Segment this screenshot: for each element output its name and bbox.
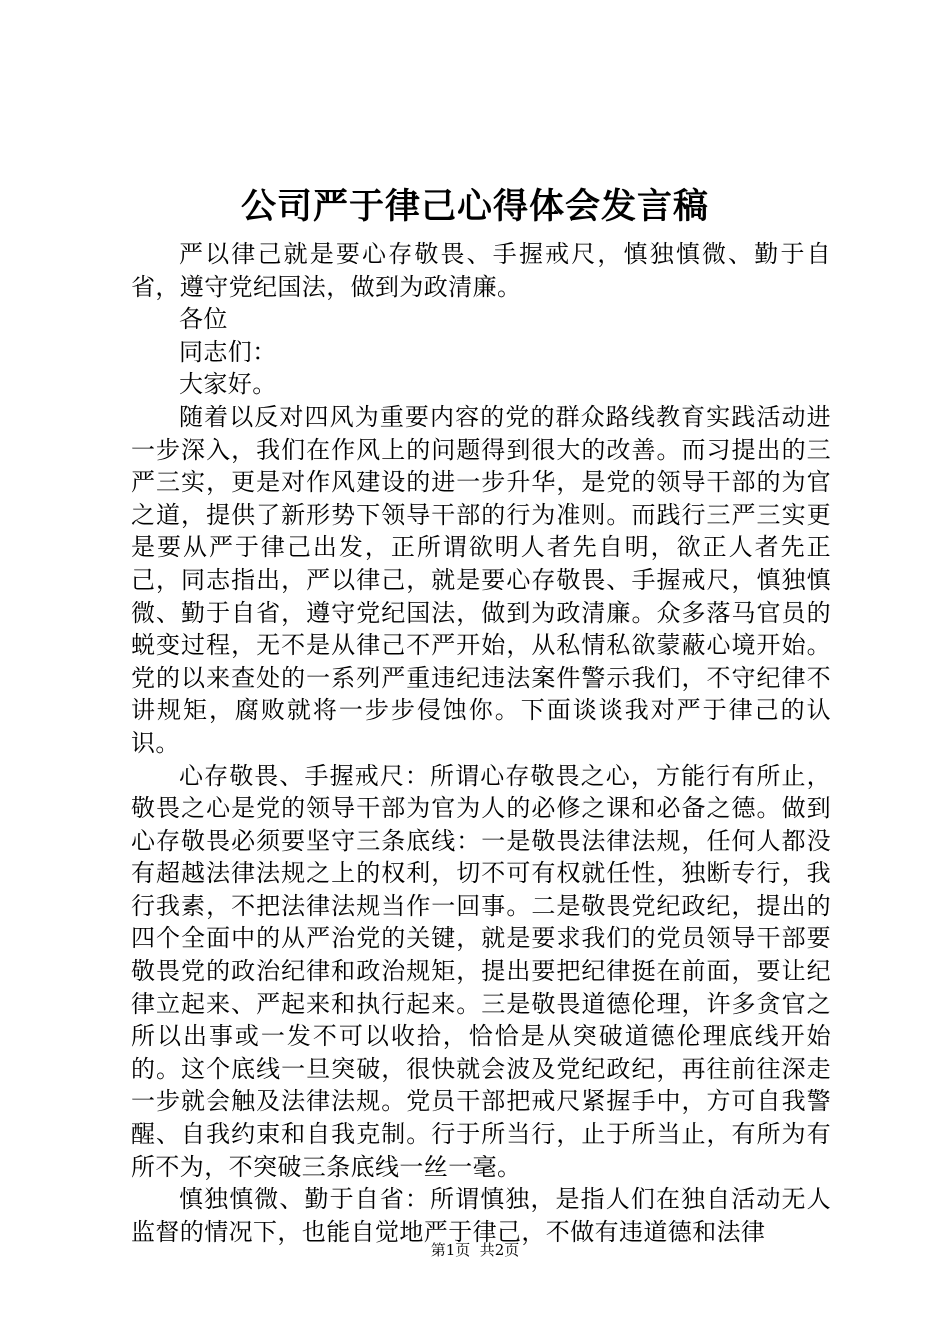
paragraph-address: 同志们：	[179, 337, 277, 366]
document-title: 公司严于律己心得体会发言稿	[240, 187, 709, 227]
paragraph-reverence: 心存敬畏、手握戒尺：所谓心存敬畏之心，方能行有所止，敬畏之心是党的领导干部为官为人的必修之课和必备之德。做到心存敬畏必须要坚守三条底线：一是敬畏法律法规，任何人都没有超越法律法规之上的权利，切不可有权就任性，独断专行，我行我素，不把法律法规当作一回事。二是敬畏党纪政纪，提出的四个全面中的从严治党的关键，就是要求我们的党员领导干部要敬畏党的政治纪律和政治规矩，提出要把纪律挺在前面，要让纪律立起来、严起来和执行起来。三是敬畏道德伦理，许多贪官之所以出事或一发不可以收拾，恰恰是从突破道德伦理底线开始的。这个底线一旦突破，很快就会波及党纪政纪，再往前往深走一步就会触及法律法规。党员干部把戒尺紧握手中，方可自我警醒、自我约束和自我克制。行于所当行，止于所当止，有所为有所不为，不突破三条底线一丝一毫。	[131, 761, 831, 1181]
paragraph-greeting: 大家好。	[179, 370, 277, 399]
paragraph-intro: 严以律己就是要心存敬畏、手握戒尺，慎独慎微、勤于自省，遵守党纪国法，做到为政清廉。	[131, 240, 831, 301]
paragraph-background: 随着以反对四风为重要内容的党的群众路线教育实践活动进一步深入，我们在作风上的问题得到很大的改善。而习提出的三严三实，更是对作风建设的进一步升华，是党的领导干部的为官之道，提供了新形势下领导干部的行为准则。而践行三严三实更是要从严于律己出发，正所谓欲明人者先自明，欲正人者先正己，同志指出，严以律己，就是要心存敬畏、手握戒尺，慎独慎微、勤于自省，遵守党纪国法，做到为政清廉。众多落马官员的蜕变过程，无不是从律己不严开始，从私情私欲蒙蔽心境开始。党的以来查处的一系列严重违纪违法案件警示我们，不守纪律不讲规矩，腐败就将一步步侵蚀你。下面谈谈我对严于律己的认识。	[131, 402, 831, 757]
paragraph-self-discipline: 慎独慎微、勤于自省：所谓慎独，是指人们在独自活动无人监督的情况下，也能自觉地严于律己，不做有违道德和法律	[131, 1185, 831, 1246]
document-body	[131, 238, 831, 1248]
paragraph-salutation: 各位	[179, 305, 228, 334]
page-footer: 第1页 共2页	[430, 1241, 520, 1259]
